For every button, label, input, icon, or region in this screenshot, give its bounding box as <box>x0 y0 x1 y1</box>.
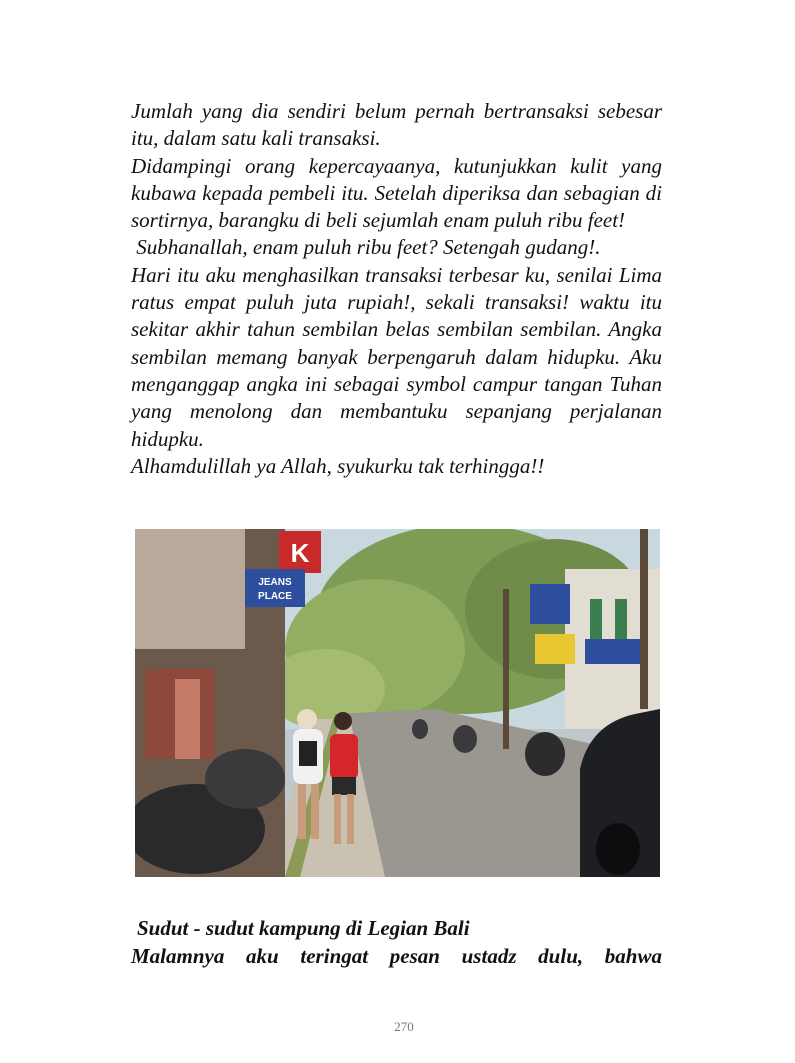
page-number: 270 <box>394 1019 414 1034</box>
paragraph: Jumlah yang dia sendiri belum pernah bertransaksi sebesar itu, dalam satu kali transaksi. <box>131 99 662 151</box>
street-photo <box>135 529 660 877</box>
paragraph: Didampingi orang kepercayaanya, kutunjukkan kulit yang kubawa kepada pembeli itu. Setelah diperiksa dan sebagian di sortirnya, barangku di beli sejumlah enam puluh ribu feet! <box>131 153 662 233</box>
photo-caption: Sudut - sudut kampung di Legian Bali <box>137 916 470 940</box>
body-text <box>131 98 662 480</box>
paragraph: Alhamdulillah ya Allah, syukurku tak terhingga!! <box>131 453 545 478</box>
jeans-sign-text-2: PLACE <box>258 591 292 602</box>
paragraph: Hari itu aku menghasilkan transaksi terbesar ku, senilai Lima ratus empat puluh juta rupiah!, sekali transaksi! waktu itu sekitar akhir tahun sembilan belas sembilan sembilan. Angka sembilan memang banyak berpengaruh dalam hidupku. Aku menganggap angka ini sebagai symbol campur tangan Tuhan yang menolong dan membantuku sepanjang perjalanan hidupku. <box>131 262 662 451</box>
jeans-sign-text-1: JEANS <box>258 577 292 588</box>
circle-k-sign-text: K <box>290 538 310 568</box>
continuation-text: Malamnya aku teringat pesan ustadz dulu, bahwa <box>131 944 662 968</box>
paragraph: Subhanallah, enam puluh ribu feet? Setengah gudang!. <box>131 235 601 260</box>
